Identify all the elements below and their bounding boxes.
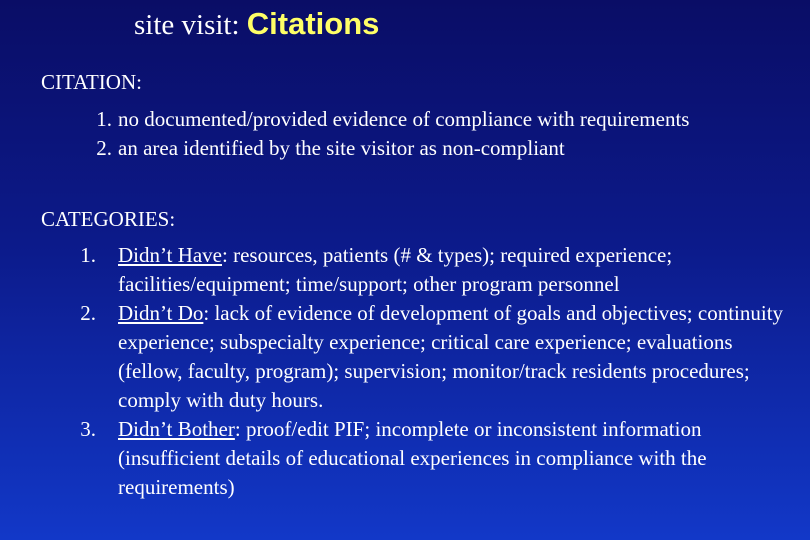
list-item: [96, 105, 798, 134]
list-number: 1.: [96, 107, 112, 131]
list-item: [80, 299, 798, 415]
category-label: Didn’t Have: [118, 243, 223, 267]
list-text: an area identified by the site visitor as non-compliant: [118, 136, 565, 160]
citation-heading: CITATION:: [41, 70, 142, 94]
citation-list: [96, 105, 798, 163]
list-text: no documented/provided evidence of compliance with requirements: [118, 107, 690, 131]
list-item: [80, 415, 798, 502]
category-text: : resources, patients (# & types); required experience; facilities/equipment; time/support; other program personnel: [118, 243, 673, 296]
category-text: : proof/edit PIF; incomplete or inconsistent information (insufficient details of educational experiences in compliance with the requirements): [118, 417, 707, 499]
list-item: [96, 134, 798, 163]
list-item: [80, 241, 798, 299]
slide-title: [134, 6, 379, 42]
list-number: 2.: [96, 136, 112, 160]
title-main: Citations: [246, 6, 380, 41]
list-number: 2.: [80, 301, 96, 325]
list-number: 3.: [80, 417, 96, 441]
category-label: Didn’t Bother: [118, 417, 235, 441]
categories-list: [80, 241, 798, 502]
categories-heading: CATEGORIES:: [41, 207, 176, 231]
list-number: 1.: [80, 243, 96, 267]
title-prefix: site visit:: [134, 9, 247, 41]
category-label: Didn’t Do: [118, 301, 204, 325]
category-text: : lack of evidence of development of goals and objectives; continuity experience; subspecialty experience; critical care experience; evaluations (fellow, faculty, program); supervision; monitor/track residents procedures; comply with duty hours.: [118, 301, 784, 412]
